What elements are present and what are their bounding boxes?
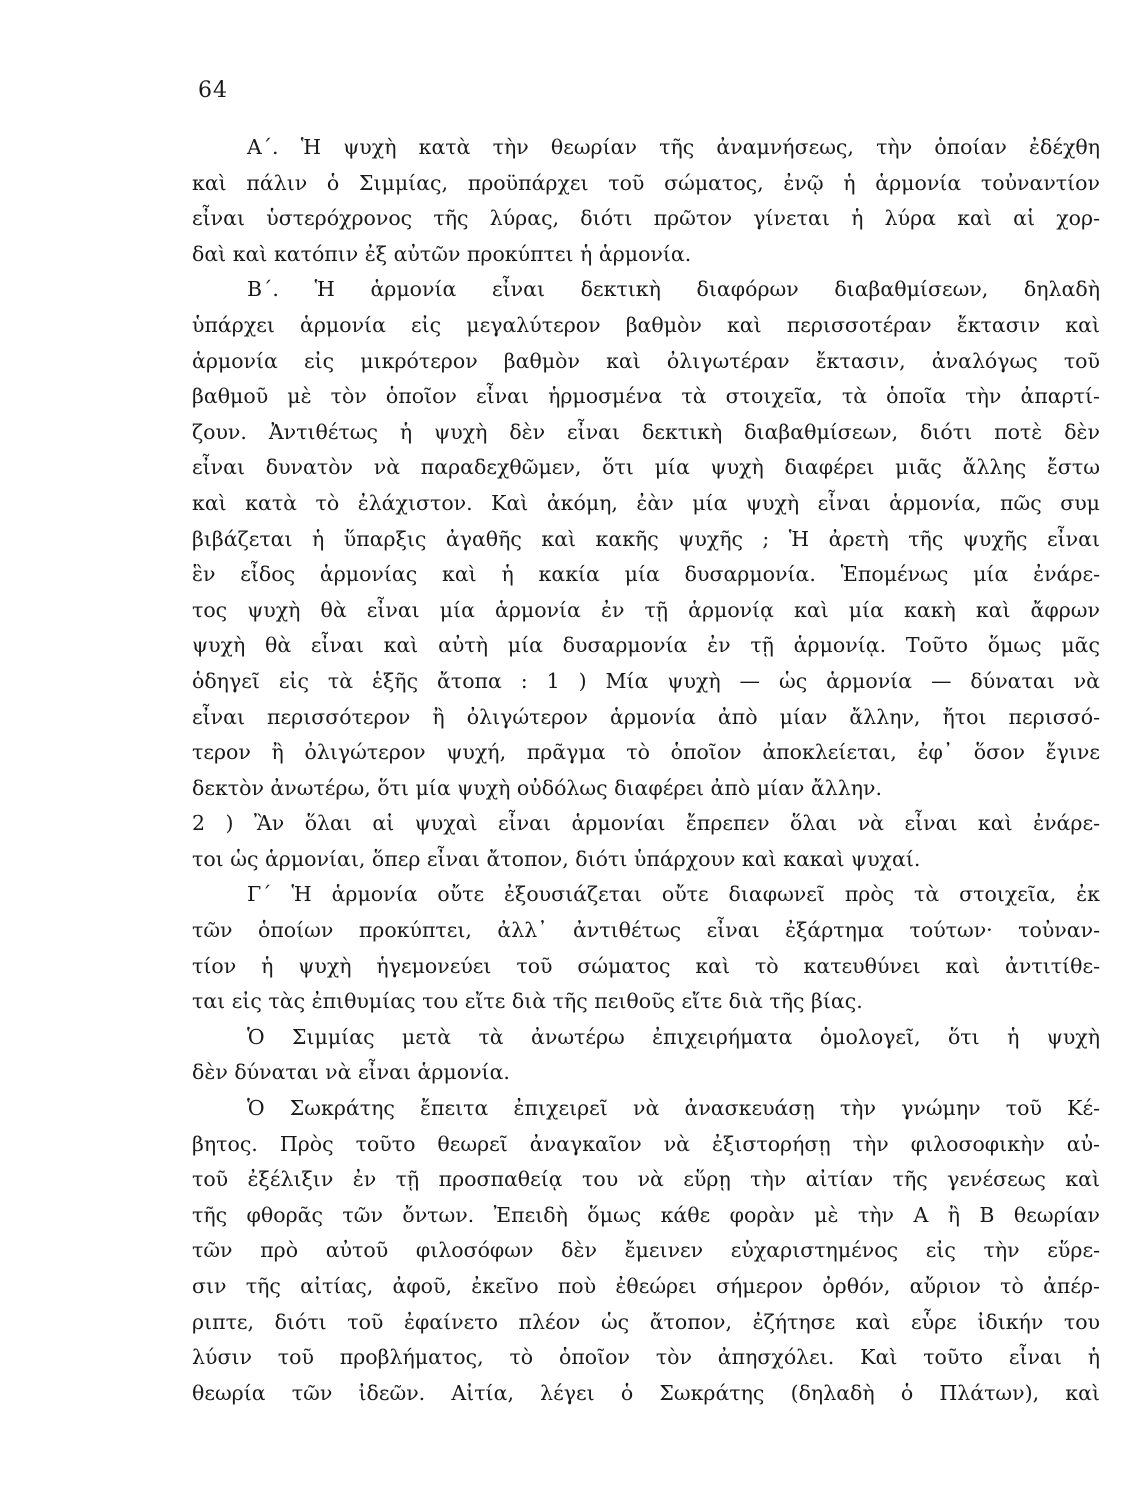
text-line: τερον ἢ ὀλιγώτερον ψυχή, πρᾶγμα τὸ ὁποῖον ἀποκλείεται, ἐφ᾽ ὅσον ἔγινε: [192, 740, 1100, 765]
text-line: σιν τῆς αἰτίας, ἀφοῦ, ἐκεῖνο ποὺ ἐθεώρει σήμερον ὀρθόν, αὔριον τὸ ἀπέρ-: [192, 1274, 1100, 1298]
text-line: Ὁ Σιμμίας μετὰ τὰ ἀνωτέρω ἐπιχειρήματα ὁμολογεῖ, ὅτι ἡ ψυχὴ: [247, 1024, 1100, 1049]
text-line: δαὶ καὶ κατόπιν ἐξ αὐτῶν προκύπτει ἡ ἁρμονία.: [192, 241, 692, 266]
text-line: εἶναι περισσότερον ἢ ὀλιγώτερον ἁρμονία ἀπὸ μίαν ἄλλην, ἤτοι περισσό-: [192, 704, 1100, 729]
page-number: 64: [198, 78, 228, 103]
text-line: λύσιν τοῦ προβλήματος, τὸ ὁποῖον τὸν ἀπησχόλει. Καὶ τοῦτο εἶναι ἡ: [192, 1345, 1100, 1370]
text-line: δὲν δύναται νὰ εἶναι ἁρμονία.: [192, 1060, 510, 1085]
text-line: καὶ κατὰ τὸ ἐλάχιστον. Καὶ ἀκόμη, ἐὰν μία ψυχὴ εἶναι ἁρμονία, πῶς συμ: [192, 490, 1100, 515]
text-line: βητος. Πρὸς τοῦτο θεωρεῖ ἀναγκαῖον νὰ ἐξιστορήσῃ τὴν φιλοσοφικὴν αὐ-: [192, 1131, 1100, 1156]
text-line: Α΄. Ἡ ψυχὴ κατὰ τὴν θεωρίαν τῆς ἀναμνήσεως, τὴν ὁποίαν ἐδέχθη: [247, 135, 1100, 159]
text-line: εἶναι δυνατὸν νὰ παραδεχθῶμεν, ὅτι μία ψυχὴ διαφέρει μιᾶς ἄλλης ἔστω: [192, 455, 1100, 480]
text-line: ζουν. Ἀντιθέτως ἡ ψυχὴ δὲν εἶναι δεκτικὴ διαβαθμίσεων, διότι ποτὲ δὲν: [192, 419, 1100, 444]
text-line: τῆς φθορᾶς τῶν ὄντων. Ἐπειδὴ ὅμως κάθε φορὰν μὲ τὴν Α ἢ Β θεωρίαν: [192, 1202, 1100, 1227]
text-line: καὶ πάλιν ὁ Σιμμίας, προϋπάρχει τοῦ σώματος, ἐνῷ ἡ ἁρμονία τοὐναντίον: [192, 170, 1100, 195]
text-line: ται εἰς τὰς ἐπιθυμίας του εἴτε διὰ τῆς πειθοῦς εἴτε διὰ τῆς βίας.: [192, 989, 863, 1014]
text-line: ἁρμονία εἰς μικρότερον βαθμὸν καὶ ὀλιγωτέραν ἔκτασιν, ἀναλόγως τοῦ: [192, 348, 1100, 373]
body-text: [192, 130, 1100, 1411]
text-line: τίον ἡ ψυχὴ ἡγεμονεύει τοῦ σώματος καὶ τὸ κατευθύνει καὶ ἀντιτίθε-: [192, 953, 1100, 978]
text-line: βαθμοῦ μὲ τὸν ὁποῖον εἶναι ἡρμοσμένα τὰ στοιχεῖα, τὰ ὁποῖα τὴν ἀπαρτί-: [192, 384, 1100, 409]
text-line: Β΄. Ἡ ἁρμονία εἶναι δεκτικὴ διαφόρων διαβαθμίσεων, δηλαδὴ: [247, 277, 1100, 302]
text-line: εἶναι ὑστερόχρονος τῆς λύρας, διότι πρῶτον γίνεται ἡ λύρα καὶ αἱ χορ-: [192, 206, 1100, 231]
text-line: τῶν πρὸ αὐτοῦ φιλοσόφων δὲν ἔμεινεν εὐχαριστημένος εἰς τὴν εὕρε-: [192, 1238, 1100, 1263]
text-line: τοῦ ἐξέλιξιν ἐν τῇ προσπαθείᾳ του νὰ εὕρῃ τὴν αἰτίαν τῆς γενέσεως καὶ: [192, 1167, 1100, 1192]
text-line: βιβάζεται ἡ ὕπαρξις ἀγαθῆς καὶ κακῆς ψυχῆς ; Ἡ ἀρετὴ τῆς ψυχῆς εἶναι: [192, 526, 1100, 551]
text-line: δεκτὸν ἀνωτέρω, ὅτι μία ψυχὴ οὐδόλως διαφέρει ἀπὸ μίαν ἄλλην.: [192, 775, 883, 800]
text-line: 2 ) Ἂν ὅλαι αἱ ψυχαὶ εἶναι ἁρμονίαι ἔπρεπεν ὅλαι νὰ εἶναι καὶ ἐνάρε-: [192, 811, 1100, 836]
text-line: τῶν ὁποίων προκύπτει, ἀλλ᾽ ἀντιθέτως εἶναι ἐξάρτημα τούτων· τοὐναν-: [192, 918, 1100, 943]
text-line: ὑπάρχει ἁρμονία εἰς μεγαλύτερον βαθμὸν καὶ περισσοτέραν ἔκτασιν καὶ: [192, 312, 1100, 337]
text-line: τος ψυχὴ θὰ εἶναι μία ἁρμονία ἐν τῇ ἁρμονίᾳ καὶ μία κακὴ καὶ ἄφρων: [192, 597, 1100, 622]
text-line: Γ΄ Ἡ ἁρμονία οὔτε ἐξουσιάζεται οὔτε διαφωνεῖ πρὸς τὰ στοιχεῖα, ἐκ: [247, 882, 1100, 907]
text-line: Ὁ Σωκράτης ἔπειτα ἐπιχειρεῖ νὰ ἀνασκευάσῃ τὴν γνώμην τοῦ Κέ-: [247, 1096, 1100, 1121]
text-line: ἓν εἶδος ἁρμονίας καὶ ἡ κακία μία δυσαρμονία. Ἑπομένως μία ἐνάρε-: [192, 562, 1100, 587]
text-line: θεωρία τῶν ἰδεῶν. Αἰτία, λέγει ὁ Σωκράτης (δηλαδὴ ὁ Πλάτων), καὶ: [192, 1380, 1100, 1405]
text-line: τοι ὡς ἁρμονίαι, ὅπερ εἶναι ἄτοπον, διότι ὑπάρχουν καὶ κακαὶ ψυχαί.: [192, 846, 921, 871]
text-line: ψυχὴ θὰ εἶναι καὶ αὐτὴ μία δυσαρμονία ἐν τῇ ἁρμονίᾳ. Τοῦτο ὅμως μᾶς: [192, 633, 1100, 658]
text-line: ὁδηγεῖ εἰς τὰ ἑξῆς ἄτοπα : 1 ) Μία ψυχὴ — ὡς ἁρμονία — δύναται νὰ: [192, 668, 1100, 693]
text-line: ριπτε, διότι τοῦ ἐφαίνετο πλέον ὡς ἄτοπον, ἐζήτησε καὶ εὗρε ἰδικήν του: [192, 1309, 1100, 1334]
